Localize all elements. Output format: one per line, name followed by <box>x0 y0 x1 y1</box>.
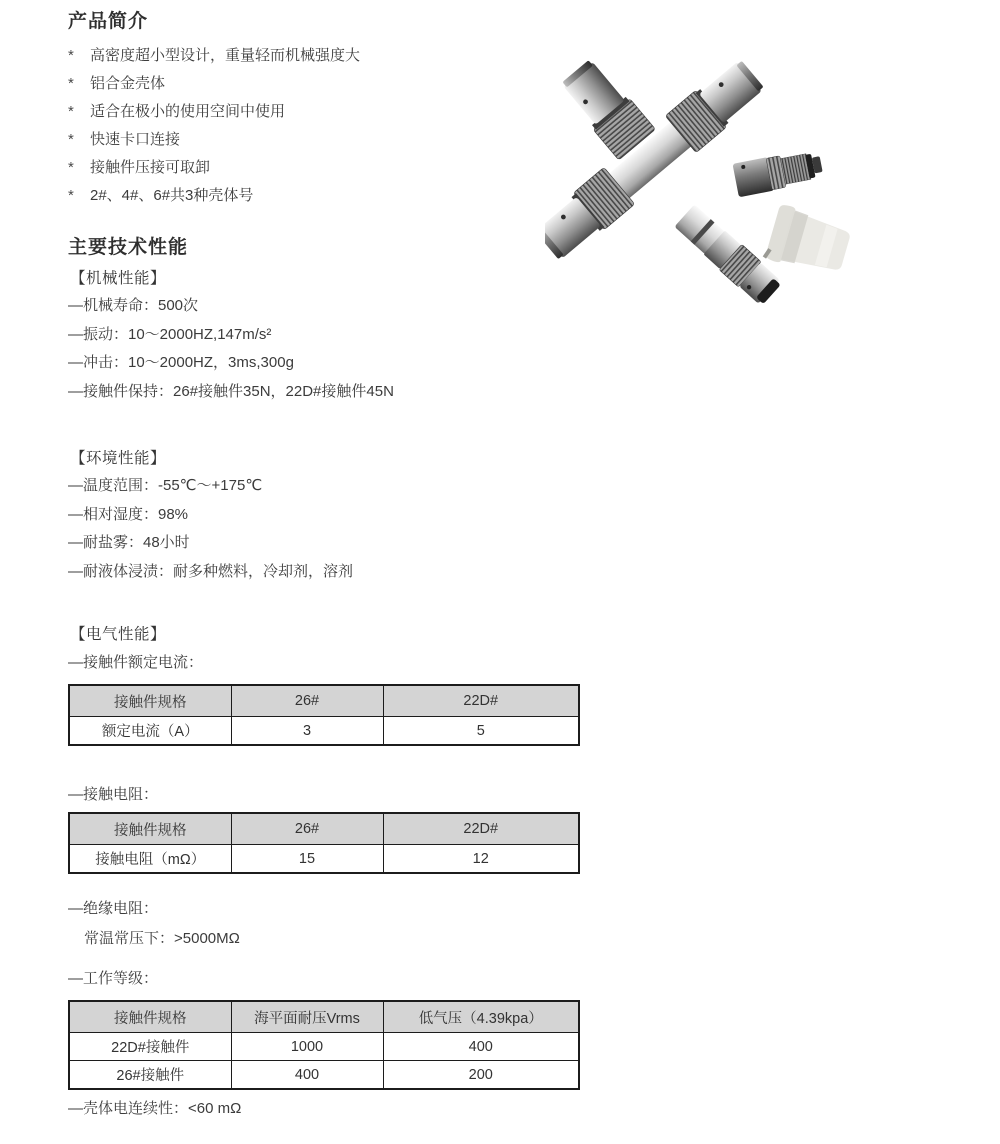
bullet-text: 适合在极小的使用空间中使用 <box>90 103 286 120</box>
bullet-text: 铝合金壳体 <box>90 75 166 92</box>
t-adapter <box>545 55 768 264</box>
table-row <box>69 717 579 746</box>
table-row <box>69 1061 579 1090</box>
intro-bullet <box>68 70 360 98</box>
spec-line: —温度范围：-55℃～+175℃ <box>68 477 263 494</box>
intro-bullet-list <box>68 42 360 210</box>
bullet-marker-icon: * <box>68 159 74 176</box>
table-header-cell: 接触件规格 <box>69 1001 231 1033</box>
table-header-row <box>69 813 579 845</box>
product-photo <box>545 45 965 315</box>
bullet-marker-icon: * <box>68 103 74 120</box>
table-header-cell: 26# <box>231 685 383 717</box>
section-heading-environmental: 【环境性能】 <box>70 450 167 467</box>
working-grade-table <box>68 1000 580 1090</box>
intro-bullet <box>68 182 360 210</box>
contact-resistance-label: —接触电阻： <box>68 786 159 803</box>
spec-line: —接触件保持：26#接触件35N，22D#接触件45N <box>68 382 394 400</box>
table-header-cell: 接触件规格 <box>69 813 231 845</box>
table-cell: 3 <box>231 717 383 746</box>
table-header-row <box>69 685 579 717</box>
shell-continuity-line: —壳体电连续性：<60 mΩ <box>68 1100 242 1117</box>
table-cell: 22D#接触件 <box>69 1033 231 1061</box>
rated-current-table <box>68 684 580 746</box>
rated-current-label: —接触件额定电流： <box>68 654 204 671</box>
table-row <box>69 845 579 874</box>
table-cell: 12 <box>383 845 579 874</box>
intro-bullet <box>68 98 360 126</box>
table-cell: 接触电阻（mΩ） <box>69 845 231 874</box>
table-cell: 200 <box>383 1061 579 1090</box>
bullet-text: 2#、4#、6#共3种壳体号 <box>90 187 254 204</box>
section-heading-mechanical: 【机械性能】 <box>70 270 167 287</box>
bullet-text: 高密度超小型设计，重量轻而机械强度大 <box>90 47 361 64</box>
table-cell: 400 <box>231 1061 383 1090</box>
table-header-cell: 22D# <box>383 685 579 717</box>
table-cell: 1000 <box>231 1033 383 1061</box>
table-header-cell: 26# <box>231 813 383 845</box>
bullet-text: 接触件压接可取卸 <box>90 159 211 176</box>
spec-line: —冲击：10～2000HZ，3ms,300g <box>68 354 294 371</box>
intro-bullet <box>68 42 360 70</box>
contact-resistance-table <box>68 812 580 874</box>
working-grade-label: —工作等级： <box>68 970 159 987</box>
table-header-cell: 低气压（4.39kpa） <box>383 1001 579 1033</box>
table-header-row <box>69 1001 579 1033</box>
intro-bullet <box>68 154 360 182</box>
table-cell: 15 <box>231 845 383 874</box>
table-header-cell: 海平面耐压Vrms <box>231 1001 383 1033</box>
intro-title: 产品简介 <box>68 11 149 32</box>
section-heading-electrical: 【电气性能】 <box>70 626 167 643</box>
table-cell: 额定电流（A） <box>69 717 231 746</box>
bullet-marker-icon: * <box>68 47 74 64</box>
mechanical-spec-lines <box>68 292 394 406</box>
spec-line: —振动：10～2000HZ,147m/s² <box>68 325 272 343</box>
table-cell: 400 <box>383 1033 579 1061</box>
insulation-resistance-label: —绝缘电阻： <box>68 900 159 917</box>
bullet-marker-icon: * <box>68 131 74 148</box>
table-cell: 5 <box>383 717 579 746</box>
bullet-marker-icon: * <box>68 187 74 204</box>
spec-line: —相对湿度：98% <box>68 505 189 523</box>
spec-line: —耐液体浸渍：耐多种燃料，冷却剂，溶剂 <box>68 562 354 580</box>
bullet-text: 快速卡口连接 <box>90 131 181 148</box>
table-header-cell: 接触件规格 <box>69 685 231 717</box>
environmental-spec-lines <box>68 472 353 586</box>
insulation-resistance-value: 常温常压下：>5000MΩ <box>84 930 240 947</box>
small-connector <box>732 147 824 197</box>
spec-line: —耐盐雾：48小时 <box>68 534 190 551</box>
tech-title: 主要技术性能 <box>68 237 189 258</box>
table-row <box>69 1033 579 1061</box>
table-cell: 26#接触件 <box>69 1061 231 1090</box>
bullet-marker-icon: * <box>68 75 74 92</box>
intro-bullet <box>68 126 360 154</box>
plastic-cap <box>762 203 853 280</box>
spec-line: —机械寿命：500次 <box>68 297 199 314</box>
table-header-cell: 22D# <box>383 813 579 845</box>
